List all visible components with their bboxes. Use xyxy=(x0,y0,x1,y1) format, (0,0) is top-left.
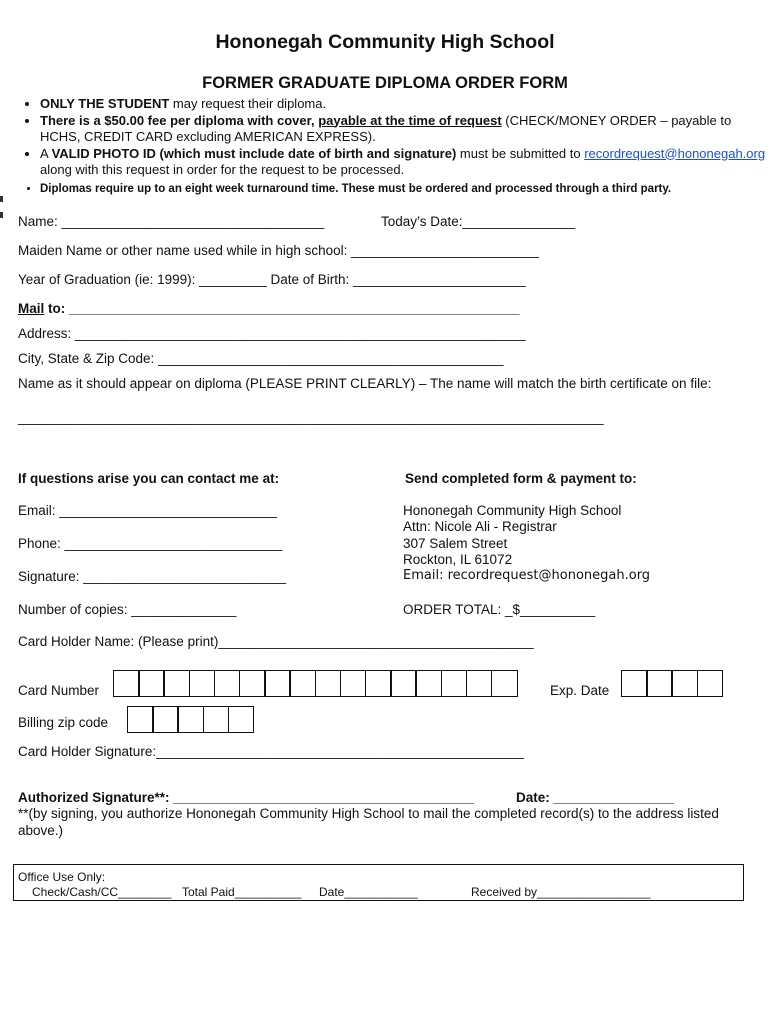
office-use-heading: Office Use Only: xyxy=(18,870,106,884)
card-digit-box[interactable] xyxy=(466,670,493,697)
authorization-note: **(by signing, you authorize Hononegah Community High School to mail the completed record(s) to the address listed above.) xyxy=(18,806,719,838)
todays-date-field[interactable]: Today’s Date:_______________ xyxy=(381,214,576,229)
diploma-name-label: Name as it should appear on diploma (PLEASE PRINT CLEARLY) – The name will match the birth certificate on file: xyxy=(18,376,712,391)
rules-list xyxy=(20,96,770,197)
exp-digit-box[interactable] xyxy=(621,670,648,697)
authorized-signature-field[interactable]: Authorized Signature**: ________________________________________ xyxy=(18,790,474,805)
card-number-label: Card Number xyxy=(18,683,100,698)
card-digit-box[interactable] xyxy=(264,670,291,697)
card-digit-box[interactable] xyxy=(214,670,241,697)
card-digit-box[interactable] xyxy=(189,670,216,697)
card-holder-name-field[interactable]: Card Holder Name: (Please print)__________________________________________ xyxy=(18,634,534,649)
card-digit-box[interactable] xyxy=(239,670,266,697)
rule-student-only xyxy=(40,96,770,113)
order-total[interactable] xyxy=(403,602,595,617)
office-total-paid-field: Total Paid__________ xyxy=(182,885,302,899)
rule-1-bold: ONLY THE STUDENT xyxy=(40,96,170,111)
rule-photo-id xyxy=(40,146,770,179)
rule-2-text: (CHECK/MONEY ORDER – payable to HCHS, CREDIT CARD excluding AMERICAN EXPRESS). xyxy=(40,112,732,144)
office-check-field: Check/Cash/CC________ xyxy=(32,885,172,899)
card-digit-box[interactable] xyxy=(491,670,518,697)
rule-1-text: may request their diploma. xyxy=(169,96,327,111)
zip-digit-box[interactable] xyxy=(127,706,154,733)
card-digit-box[interactable] xyxy=(289,670,316,697)
card-number-boxes[interactable] xyxy=(113,670,516,697)
address-field[interactable]: Address: ____________________________________________________________ xyxy=(18,326,526,341)
contact-signature-field[interactable]: Signature: ___________________________ xyxy=(18,569,287,584)
exp-date-boxes[interactable] xyxy=(621,670,722,697)
page-title: Hononegah Community High School xyxy=(215,31,555,53)
mail-label: Mail xyxy=(18,301,45,316)
card-digit-box[interactable] xyxy=(365,670,392,697)
card-digit-box[interactable] xyxy=(415,670,442,697)
order-total-value: _$__________ xyxy=(505,602,596,617)
send-address-line-4: Rockton, IL 61072 xyxy=(403,552,513,567)
office-date-field: Date___________ xyxy=(319,885,418,899)
graduation-dob-field[interactable]: Year of Graduation (ie: 1999): _________ Date of Birth: _______________________ xyxy=(18,272,526,287)
send-email: Email: recordrequest@hononegah.org xyxy=(403,568,651,583)
contact-heading: If questions arise you can contact me at: xyxy=(18,471,280,486)
margin-mark xyxy=(0,212,3,218)
office-use-box xyxy=(13,864,744,901)
authorized-date-field[interactable]: Date: ________________ xyxy=(516,790,674,805)
city-state-zip-field[interactable]: City, State & Zip Code: ______________________________________________ xyxy=(18,351,504,366)
card-digit-box[interactable] xyxy=(138,670,165,697)
billing-zip-boxes[interactable] xyxy=(127,706,253,733)
contact-email-field[interactable]: Email: _____________________________ xyxy=(18,503,277,518)
exp-digit-box[interactable] xyxy=(671,670,698,697)
office-received-by-field: Received by_________________ xyxy=(471,885,651,899)
zip-digit-box[interactable] xyxy=(152,706,179,733)
card-digit-box[interactable] xyxy=(315,670,342,697)
maiden-name-field[interactable]: Maiden Name or other name used while in high school: _________________________ xyxy=(18,243,539,258)
send-address-line-1: Hononegah Community High School xyxy=(403,503,622,518)
billing-zip-label: Billing zip code xyxy=(18,715,109,730)
send-heading: Send completed form & payment to: xyxy=(405,471,637,486)
zip-digit-box[interactable] xyxy=(203,706,230,733)
zip-digit-box[interactable] xyxy=(177,706,204,733)
card-digit-box[interactable] xyxy=(340,670,367,697)
card-digit-box[interactable] xyxy=(113,670,140,697)
send-address-line-2: Attn: Nicole Ali - Registrar xyxy=(403,519,557,534)
send-address-line-3: 307 Salem Street xyxy=(403,536,508,551)
name-field[interactable]: Name: ___________________________________ xyxy=(18,214,325,229)
exp-digit-box[interactable] xyxy=(646,670,673,697)
rule-3-bold: VALID PHOTO ID (which must include date of birth and signature) xyxy=(51,145,457,161)
card-holder-signature-field[interactable]: Card Holder Signature:_________________________________________________ xyxy=(18,744,524,759)
margin-mark xyxy=(0,196,3,202)
rule-3-text: must be submitted to xyxy=(456,145,585,161)
rule-fee xyxy=(40,113,770,146)
exp-digit-box[interactable] xyxy=(697,670,724,697)
email-link[interactable]: recordrequest@hononegah.org xyxy=(584,145,766,161)
card-digit-box[interactable] xyxy=(390,670,417,697)
exp-date-label: Exp. Date xyxy=(550,683,610,698)
rule-3-end: along with this request in order for the request to be processed. xyxy=(40,162,405,177)
card-digit-box[interactable] xyxy=(163,670,190,697)
rule-turnaround: • Diplomas require up to an eight week turnaround time. These must be ordered and processed through a third party. xyxy=(40,181,770,198)
contact-phone-field[interactable]: Phone: _____________________________ xyxy=(18,536,283,551)
mail-to-rest: to: ____________________________________________________________ xyxy=(44,301,520,316)
rule-3-a: A xyxy=(40,145,52,161)
card-digit-box[interactable] xyxy=(441,670,468,697)
diploma-name-line[interactable]: ______________________________________________________________________________ xyxy=(18,410,604,425)
rule-2-bold: There is a $50.00 fee per diploma with cover, xyxy=(40,112,319,128)
mail-to-field[interactable] xyxy=(18,301,520,316)
zip-digit-box[interactable] xyxy=(228,706,255,733)
copies-field[interactable]: Number of copies: ______________ xyxy=(18,602,237,617)
form-title: FORMER GRADUATE DIPLOMA ORDER FORM xyxy=(202,74,568,92)
rule-2-underlined: payable at the time of request xyxy=(318,112,502,128)
order-total-label: ORDER TOTAL: xyxy=(403,602,506,617)
